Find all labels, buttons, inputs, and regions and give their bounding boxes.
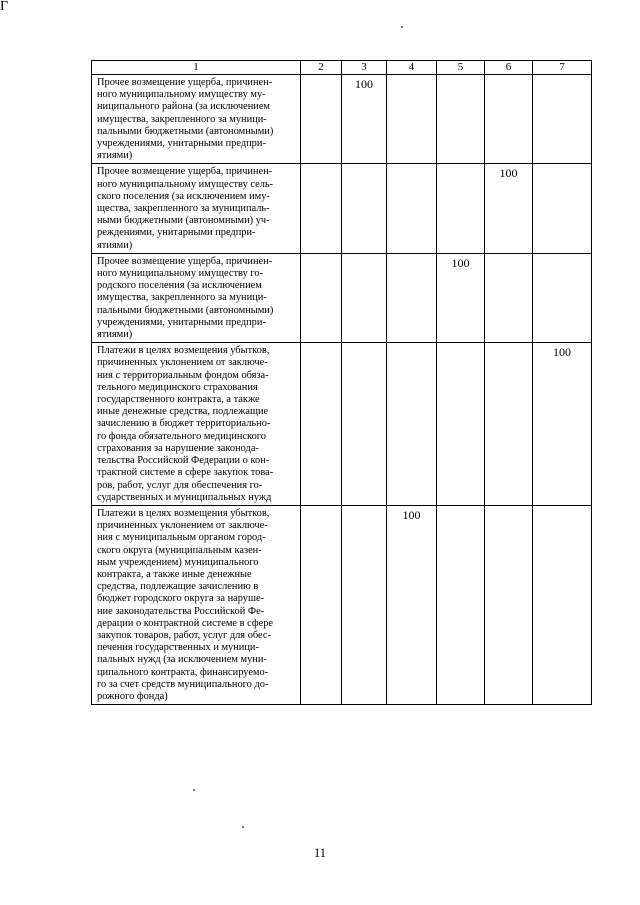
value-cell: [485, 75, 533, 164]
description-line: пальными бюджетными (автономными): [97, 125, 274, 137]
value-cell: [533, 253, 592, 342]
value-cell: [437, 343, 485, 506]
description-line: щества, закрепленного за муниципаль-: [97, 203, 270, 215]
data-table: [91, 60, 592, 705]
description-line: иные денежные средства, подлежащие: [97, 406, 269, 418]
description-line: рожного фонда): [97, 690, 168, 702]
description-line: Платежи в целях возмещения убытков,: [97, 507, 270, 519]
description-line: средства, подлежащие зачислению в: [97, 581, 259, 593]
scan-speck: [193, 789, 195, 791]
column-header: 4: [387, 61, 437, 75]
description-line: бюджет городского округа за наруше-: [97, 593, 265, 605]
description-line: сударственных и муниципальных нужд: [97, 491, 272, 503]
description-line: го фонда обязательного медицинского: [97, 430, 266, 442]
value-cell: [485, 343, 533, 506]
description-line: ными бюджетными (автономными) уч-: [97, 215, 270, 227]
description-line: тельства Российской Федерации о кон-: [97, 455, 270, 467]
table-row: [92, 75, 592, 164]
description-line: причиненных уклонением от заключе-: [97, 520, 268, 532]
description-line: Платежи в целях возмещения убытков,: [97, 345, 270, 357]
value-cell: [533, 75, 592, 164]
description-line: родского поселения (за исключением: [97, 280, 262, 292]
description-line: ние законодательства Российской Фе-: [97, 605, 265, 617]
description-line: ципального контракта, финансируемо-: [97, 666, 269, 678]
value-cell: [301, 164, 342, 253]
row-description: [92, 164, 301, 253]
row-description: [92, 505, 301, 704]
table-row: [92, 505, 592, 704]
description-line: го за счет средств муниципального до-: [97, 678, 269, 690]
description-line: ного муниципальному имуществу му-: [97, 89, 266, 101]
description-line: зачислению в бюджет территориально-: [97, 418, 271, 430]
value-cell: [485, 253, 533, 342]
value-cell: [387, 75, 437, 164]
description-line: реждениями, унитарными предпри-: [97, 227, 256, 239]
column-header: 5: [437, 61, 485, 75]
description-line: ятиями): [97, 329, 133, 341]
description-line: причиненных уклонением от заключе-: [97, 357, 268, 369]
value-cell: 100: [437, 253, 485, 342]
page-number: 11: [313, 846, 327, 860]
value-cell: 100: [533, 343, 592, 506]
description-line: учреждениями, унитарными предпри-: [97, 138, 266, 150]
value-cell: 100: [342, 75, 387, 164]
value-cell: [301, 253, 342, 342]
value-cell: [342, 343, 387, 506]
description-line: ного муниципальному имуществу го-: [97, 268, 264, 280]
row-description: [92, 75, 301, 164]
description-line: ров, работ, услуг для обеспечения го-: [97, 479, 263, 491]
table-row: [92, 253, 592, 342]
description-line: пальными бюджетными (автономными): [97, 304, 274, 316]
scan-speck: [401, 26, 403, 28]
value-cell: [342, 505, 387, 704]
description-line: контракта, а также иные денежные: [97, 568, 252, 580]
value-cell: [342, 253, 387, 342]
description-line: Прочее возмещение ущерба, причинен-: [97, 77, 273, 88]
description-line: ного муниципальному имуществу сель-: [97, 178, 274, 190]
description-line: ского округа (муниципальным казен-: [97, 544, 262, 556]
value-cell: [387, 253, 437, 342]
column-header: 2: [301, 61, 342, 75]
description-line: имущества, закрепленного за муници-: [97, 292, 267, 304]
value-cell: [533, 505, 592, 704]
description-line: ниципального района (за исключением: [97, 101, 271, 113]
value-cell: [301, 343, 342, 506]
value-cell: [437, 75, 485, 164]
value-cell: [437, 505, 485, 704]
description-line: ния с муниципальным органом город-: [97, 532, 266, 544]
value-cell: [342, 164, 387, 253]
description-line: учреждениями, унитарными предпри-: [97, 316, 266, 328]
value-cell: [437, 164, 485, 253]
description-line: пальных нужд (за исключением муни-: [97, 654, 267, 666]
column-header: 6: [485, 61, 533, 75]
description-line: ятиями): [97, 150, 133, 162]
row-description: [92, 343, 301, 506]
description-line: дерации о контрактной системе в сфере: [97, 617, 274, 629]
value-cell: [533, 164, 592, 253]
value-cell: [485, 505, 533, 704]
description-line: трактной системе в сфере закупок това-: [97, 467, 274, 479]
header-row: [92, 61, 592, 75]
value-cell: [301, 75, 342, 164]
corner-mark: Γ: [0, 0, 9, 14]
column-header: 1: [92, 61, 301, 75]
description-line: Прочее возмещение ущерба, причинен-: [97, 255, 273, 267]
column-header: 7: [533, 61, 592, 75]
description-line: печения государственных и муници-: [97, 642, 259, 654]
table-row: [92, 164, 592, 253]
row-description: [92, 253, 301, 342]
description-line: Прочее возмещение ущерба, причинен-: [97, 166, 273, 178]
description-line: ского поселения (за исключением иму-: [97, 190, 270, 202]
value-cell: 100: [387, 505, 437, 704]
description-line: закупок товаров, работ, услуг для обес-: [97, 629, 271, 641]
value-cell: [387, 164, 437, 253]
description-line: ятиями): [97, 239, 133, 251]
table-row: [92, 343, 592, 506]
description-line: государственного контракта, а также: [97, 394, 260, 406]
value-cell: [301, 505, 342, 704]
description-line: ния с территориальным фондом обяза-: [97, 369, 269, 381]
description-line: страхования за нарушение законода-: [97, 442, 259, 454]
description-line: ным учреждением) муниципального: [97, 556, 259, 568]
value-cell: [387, 343, 437, 506]
value-cell: 100: [485, 164, 533, 253]
description-line: тельного медицинского страхования: [97, 381, 258, 393]
column-header: 3: [342, 61, 387, 75]
scan-speck: [242, 826, 244, 828]
description-line: имущества, закрепленного за муници-: [97, 113, 267, 125]
